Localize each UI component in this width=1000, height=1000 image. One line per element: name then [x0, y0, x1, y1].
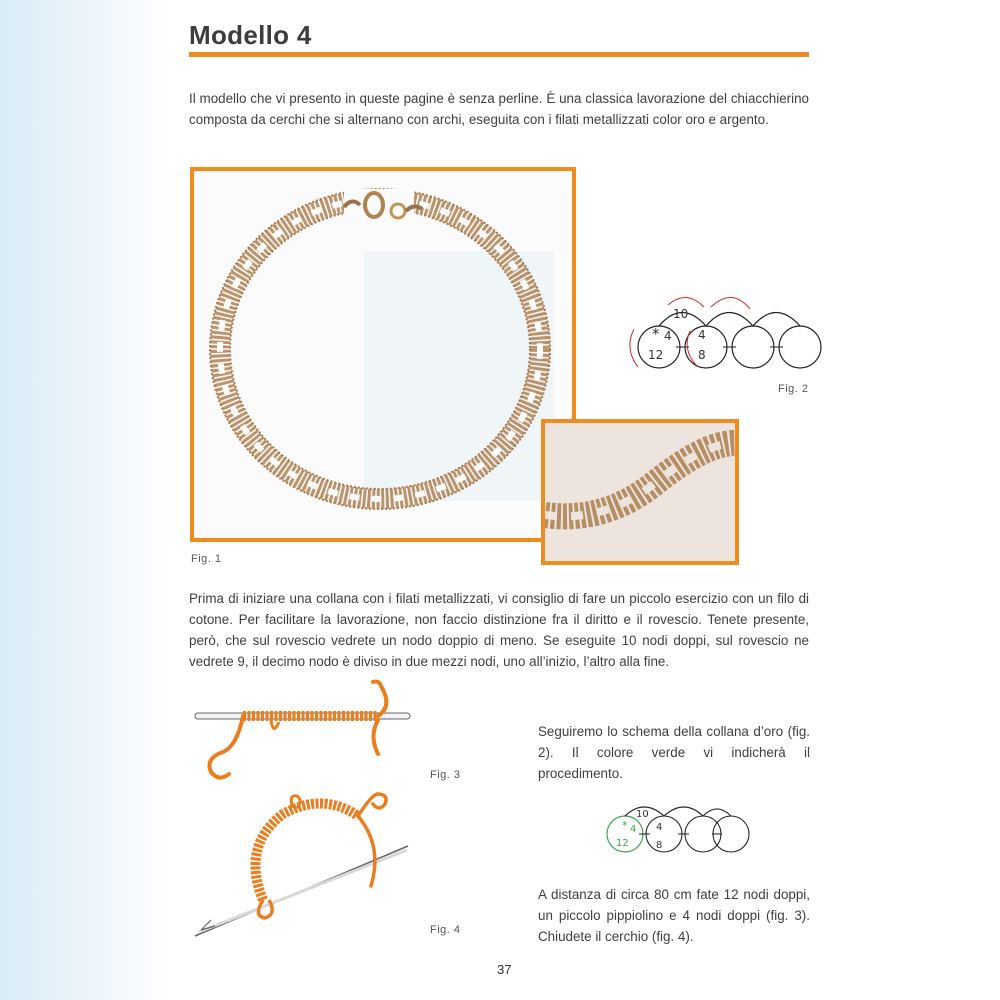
fig2-ring-2 [685, 326, 727, 368]
page-left-edge [0, 0, 168, 1000]
fig4-thread-curl [358, 794, 386, 816]
small-scheme-diagram [604, 804, 754, 868]
scheme-paragraph: Seguiremo lo schema della collana d’oro (fig. 2). Il colore verde vi indicherà il procedimento. [538, 724, 810, 781]
fig4-loop [258, 900, 272, 918]
fig3-thread-down [374, 720, 379, 754]
fig2-ring-3 [732, 326, 774, 368]
fig2-diagram [614, 287, 814, 377]
fig3-label: Fig. 3 [430, 769, 461, 781]
fig2-arrow-ring-1 [630, 329, 638, 367]
scheme-star: * [622, 819, 628, 832]
intro-paragraph: Il modello che vi presento in queste pagine è senza perline. È una classica lavorazione del chiacchierino composta da cerchi che si alternano con archi, eseguita con i filati metallizzati color oro e argento. [189, 91, 809, 127]
scheme-label-ring1-bottom: 12 [616, 838, 629, 849]
scheme-arc-2 [664, 807, 703, 816]
fig2-label-ring1-bottom: 12 [648, 348, 664, 362]
fig3-thread-up [373, 682, 386, 717]
fig2-arrow-ring-2 [687, 331, 696, 365]
instructions-paragraph: Prima di iniziare una collana con i filati metallizzati, vi consiglio di fare un piccolo esercizio con un filo di cotone. Per facilitare la lavorazione, non faccio distinzione fra il diritto e il rovescio. Tenete presente, però, che sul rovescio vedrete un nodo doppio di meno. Se eseguite 10 nodi doppi, sul rovescio ne vedrete 9, il decimo nodo è diviso in due mezzi nodi, uno all’inizio, l’altro alla fine. [189, 591, 809, 669]
fig2-label-ring1-top: 4 [664, 329, 672, 343]
page-number: 37 [497, 962, 512, 977]
fig4-label: Fig. 4 [430, 924, 461, 936]
page-title: Modello 4 [189, 20, 312, 50]
fig3-picot [271, 720, 279, 729]
fig2-arc-2 [706, 313, 753, 327]
scheme-label-ring2-top: 4 [656, 822, 663, 833]
scheme-ring-2 [646, 816, 682, 852]
fig2-arrow-arc-2 [711, 297, 750, 309]
steps-paragraph: A distanza di circa 80 cm fate 12 nodi doppi, un piccolo pippiolino e 4 nodi doppi (fig. 3). Chiudete il cerchio (fig. 4). [538, 887, 810, 944]
necklace-detail-photo [541, 419, 739, 565]
fig3-thread-tail [210, 716, 244, 778]
fig2-label: Fig. 2 [778, 383, 809, 395]
fig2-star: * [652, 325, 660, 343]
fig2-arc-3 [753, 313, 800, 327]
fig2-label-ring2-bottom: 8 [698, 348, 706, 362]
fig4-illustration [193, 786, 423, 936]
fig2-ring-4 [779, 326, 821, 368]
scheme-label-arc: 10 [636, 809, 649, 820]
fig2-arrow-arc-1 [668, 297, 704, 307]
fig1-label: Fig. 1 [191, 553, 222, 565]
fig2-label-arc: 10 [673, 307, 689, 321]
scheme-arc-3 [703, 809, 731, 816]
scheme-label-ring1-top: 4 [630, 824, 637, 835]
fig4-knots-arc [255, 803, 358, 900]
fig3-illustration [193, 676, 423, 786]
scheme-label-ring2-bottom: 8 [656, 840, 663, 851]
necklace-detail-illustration [545, 423, 735, 561]
fig2-label-ring2-top: 4 [698, 328, 706, 342]
fig4-thread-down [358, 816, 375, 886]
title-underline [189, 52, 809, 57]
necklace-illustration [194, 171, 572, 538]
necklace-photo [190, 167, 576, 542]
